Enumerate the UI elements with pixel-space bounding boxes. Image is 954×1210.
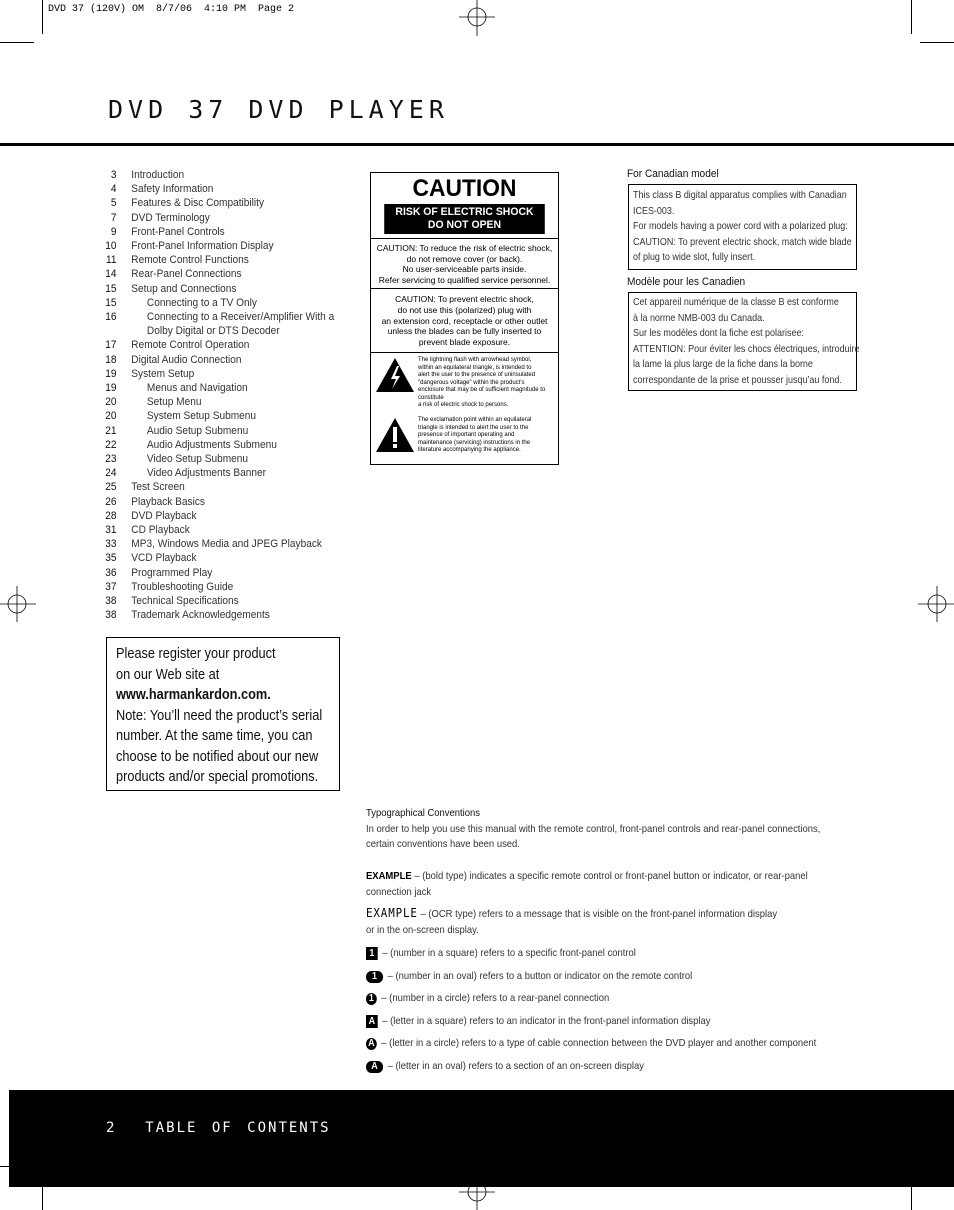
conventions-intro: In order to help you use this manual with the remote control, front-panel controls and rear-panel connections, xyxy=(366,822,821,835)
toc-entry[interactable] xyxy=(100,296,330,310)
toc-entry[interactable] xyxy=(100,282,330,296)
caution-line: unless the blades can be fully inserted to xyxy=(387,326,542,337)
caution-line: CAUTION: To reduce the risk of electric shock, xyxy=(376,243,553,253)
caution-title: CAUTION xyxy=(412,175,517,202)
convention-item xyxy=(366,1056,834,1079)
page-number: 2 xyxy=(106,1120,117,1136)
toc-entry-title: Programmed Play xyxy=(131,566,213,579)
toc-page-number: 16 xyxy=(105,311,117,324)
caution-line: an extension cord, receptacle or other outlet xyxy=(381,315,548,326)
convention-description: – (letter in a circle) refers to a type of cable connection between the DVD player and another component xyxy=(381,1037,817,1050)
caution-plug-notice xyxy=(371,289,558,353)
toc-page-number: 19 xyxy=(105,382,117,395)
toc-entry-title: Rear-Panel Connections xyxy=(131,268,242,281)
toc-entry[interactable] xyxy=(100,239,330,253)
toc-page-number: 14 xyxy=(105,268,117,281)
canadian-notice-line: ICES-003. xyxy=(633,205,675,217)
conventions-intro: certain conventions have been used. xyxy=(366,838,520,851)
canadian-notice-line: CAUTION: To prevent electric shock, match wide blade xyxy=(633,236,852,248)
conventions-heading: Typographical Conventions xyxy=(366,807,481,819)
caution-header xyxy=(371,173,558,239)
toc-page-number: 24 xyxy=(105,467,117,480)
convention-description: – (letter in a square) refers to an indicator in the front-panel information display xyxy=(382,1014,711,1027)
toc-page-number: 22 xyxy=(105,438,117,451)
toc-entry[interactable] xyxy=(100,211,330,225)
convention-item xyxy=(366,1033,834,1056)
toc-entry[interactable] xyxy=(100,438,330,452)
toc-entry-title: Video Adjustments Banner xyxy=(146,467,267,480)
toc-entry-title: MP3, Windows Media and JPEG Playback xyxy=(131,538,322,551)
convention-item xyxy=(366,943,834,966)
crop-mark xyxy=(42,1186,43,1210)
circle-symbol-icon: A xyxy=(366,1038,377,1050)
convention-item xyxy=(366,965,834,988)
lightning-symbol-notice xyxy=(371,353,558,415)
ocr-convention-cont: or in the on-screen display. xyxy=(366,923,479,936)
toc-entry[interactable] xyxy=(100,253,330,267)
toc-page-number: 25 xyxy=(105,481,117,494)
register-line: choose to be notified about our new xyxy=(116,748,319,765)
toc-entry-title: Trademark Acknowledgements xyxy=(131,609,270,622)
toc-page-number: 15 xyxy=(105,296,117,309)
toc-page-number: 5 xyxy=(110,197,117,210)
caution-line: No user-serviceable parts inside. xyxy=(402,264,527,274)
convention-item xyxy=(366,1010,834,1033)
toc-page-number: 35 xyxy=(105,552,117,565)
caution-symbol-line: enclosure that may be of sufficient magnitude to constitute xyxy=(418,387,546,401)
toc-page-number: 10 xyxy=(105,240,117,253)
toc-entry[interactable] xyxy=(100,424,330,438)
french-notice xyxy=(628,292,860,391)
caution-line: do not remove cover (or back). xyxy=(406,253,523,264)
crop-mark xyxy=(0,42,34,43)
toc-entry[interactable] xyxy=(100,267,330,281)
footer-bar xyxy=(9,1090,954,1187)
registration-mark-icon xyxy=(459,0,495,36)
toc-page-number: 19 xyxy=(105,367,117,380)
french-heading: Modèle pour les Canadien xyxy=(627,276,746,288)
toc-page-number: 15 xyxy=(105,282,117,295)
lightning-triangle-icon xyxy=(375,357,415,393)
toc-entry-title: Audio Adjustments Submenu xyxy=(146,438,277,451)
toc-page-number: 7 xyxy=(110,211,117,224)
toc-entry[interactable] xyxy=(100,594,330,608)
toc-entry-title: Features & Disc Compatibility xyxy=(131,197,265,210)
caution-symbol-line: maintenance (servicing) instructions in the xyxy=(418,439,531,446)
toc-page-number: 4 xyxy=(110,183,117,196)
symbol-conventions-list xyxy=(366,943,886,1079)
toc-entry[interactable] xyxy=(100,182,330,196)
lightning-text xyxy=(415,357,554,415)
caution-line: CAUTION: To prevent electric shock, xyxy=(395,294,534,304)
toc-entry-title: Digital Audio Connection xyxy=(131,353,242,366)
french-notice-line: Sur les modèles dont la fiche est polarisee: xyxy=(633,328,804,339)
oval-symbol-icon: A xyxy=(366,1061,383,1073)
toc-entry[interactable] xyxy=(100,324,330,338)
crop-mark xyxy=(911,1186,912,1210)
caution-symbol-line: within an equilateral triangle, is intended to xyxy=(418,364,532,371)
registration-mark-icon xyxy=(918,586,954,622)
toc-entry[interactable] xyxy=(100,310,335,324)
toc-entry[interactable] xyxy=(100,353,330,367)
toc-entry-title: Troubleshooting Guide xyxy=(131,580,234,593)
crop-mark xyxy=(42,0,43,34)
caution-symbol-line: "dangerous voltage" within the product's xyxy=(418,379,525,386)
toc-entry[interactable] xyxy=(100,580,330,594)
caution-symbol-line: presence of important operating and xyxy=(418,432,515,438)
toc-page-number: 3 xyxy=(110,169,117,181)
print-slug: DVD 37 (120V) OM 8/7/06 4:10 PM Page 2 xyxy=(48,4,295,15)
register-line: products and/or special promotions. xyxy=(116,769,319,785)
bold-convention-cont: connection jack xyxy=(366,885,432,898)
toc-entry-title: Remote Control Operation xyxy=(131,339,250,352)
bold-convention: EXAMPLE – (bold type) indicates a specific remote control or front-panel button or indicator, or rear-panel xyxy=(366,869,808,882)
canadian-notice-line: For models having a power cord with a polarized plug: xyxy=(633,221,848,232)
crop-mark xyxy=(920,42,954,43)
toc-entry-title: Connecting to a Receiver/Amplifier With a xyxy=(146,311,335,324)
caution-bar-line: DO NOT OPEN xyxy=(427,219,502,231)
toc-entry-title: CD Playback xyxy=(131,524,190,537)
toc-entry-title: DVD Terminology xyxy=(131,211,210,224)
register-line: Please register your product xyxy=(116,646,276,662)
toc-entry[interactable] xyxy=(100,196,330,210)
register-line: Note: You’ll need the product’s serial xyxy=(116,707,323,724)
toc-entry-title: Dolby Digital or DTS Decoder xyxy=(146,325,280,338)
caution-symbol-line: alert the user to the presence of uninsulated xyxy=(418,372,536,378)
french-notice-line: à la norme NMB-003 du Canada. xyxy=(633,312,765,324)
caution-symbol-line: triangle is intended to alert the user to the xyxy=(418,424,529,431)
toc-page-number: 37 xyxy=(105,580,117,593)
circle-symbol-icon: 1 xyxy=(366,993,377,1005)
toc-entry-title: Remote Control Functions xyxy=(131,254,249,267)
toc-entry[interactable] xyxy=(100,523,330,537)
toc-entry[interactable] xyxy=(100,395,330,409)
toc-entry-title: VCD Playback xyxy=(131,552,197,565)
toc-entry-title: Front-Panel Information Display xyxy=(131,240,274,253)
title-rule xyxy=(0,143,954,146)
toc-entry[interactable] xyxy=(100,608,330,622)
french-notice-line: ATTENTION: Pour éviter les chocs électriques, introduire xyxy=(633,343,860,355)
caution-line: prevent blade exposure. xyxy=(418,337,511,348)
toc-entry-title: System Setup xyxy=(131,367,195,380)
toc-entry[interactable] xyxy=(100,566,330,580)
page-title: DVD 37 DVD PLAYER xyxy=(108,95,449,124)
toc-page-number: 36 xyxy=(105,566,117,579)
toc-page-number: 23 xyxy=(105,453,117,466)
toc-entry-title: System Setup Submenu xyxy=(146,410,257,423)
canadian-notice xyxy=(628,184,857,270)
toc-page-number: 33 xyxy=(105,538,117,551)
french-notice-line: la lame la plus large de la fiche dans la borne xyxy=(633,359,813,370)
french-notice-line: Cet appareil numérique de la classe B est conforme xyxy=(633,297,839,308)
toc-entry-title: Safety Information xyxy=(131,183,214,196)
toc-page-number: 31 xyxy=(105,524,117,537)
footer-label xyxy=(106,1120,331,1136)
canadian-heading: For Canadian model xyxy=(627,168,719,180)
toc-page-number: 38 xyxy=(105,609,117,622)
caution-warning-bar xyxy=(384,204,545,234)
toc-page-number: 21 xyxy=(105,424,117,437)
caution-label xyxy=(370,172,559,465)
toc-page-number: 20 xyxy=(105,410,117,423)
caution-symbol-line: literature accompanying the appliance. xyxy=(418,447,521,453)
toc-entry[interactable] xyxy=(100,480,330,494)
toc-entry-title: Playback Basics xyxy=(131,495,205,508)
crop-mark xyxy=(911,0,912,34)
oval-symbol-icon: 1 xyxy=(366,971,383,983)
toc-entry[interactable] xyxy=(100,381,330,395)
caution-cover-notice xyxy=(371,239,558,289)
exclamation-triangle-icon xyxy=(375,417,415,453)
toc-page-number: 38 xyxy=(105,595,117,608)
toc-entry-title: DVD Playback xyxy=(131,509,197,522)
toc-entry-title: Menus and Navigation xyxy=(146,382,248,395)
toc-entry[interactable] xyxy=(100,225,330,239)
ocr-convention: EXAMPLE – (OCR type) refers to a message that is visible on the front-panel information display xyxy=(366,906,778,921)
caution-symbol-line: The lightning flash with arrowhead symbol, xyxy=(418,357,532,363)
register-url-link[interactable]: www.harmankardon.com. xyxy=(116,687,271,703)
convention-description: – (letter in an oval) refers to a section of an on-screen display xyxy=(387,1060,644,1073)
register-line: number. At the same time, you can xyxy=(116,728,313,744)
toc-page-number: 20 xyxy=(105,396,117,409)
toc-entry-title: Setup Menu xyxy=(146,396,202,409)
exclamation-symbol-notice xyxy=(371,415,558,455)
register-notice xyxy=(106,637,340,791)
caution-symbol-line: The exclamation point within an equilateral xyxy=(418,417,532,423)
convention-description: – (number in a circle) refers to a rear-panel connection xyxy=(381,992,610,1005)
toc-entry[interactable] xyxy=(100,452,330,466)
toc-entry-title: Audio Setup Submenu xyxy=(146,424,249,437)
toc-entry[interactable] xyxy=(100,495,330,509)
toc-entry[interactable] xyxy=(100,367,330,381)
typographical-conventions xyxy=(366,806,886,1078)
toc-page-number: 17 xyxy=(105,339,117,352)
canadian-notice-line: This class B digital apparatus complies with Canadian xyxy=(633,190,847,201)
toc-entry-title: Setup and Connections xyxy=(131,282,237,295)
toc-page-number xyxy=(100,324,117,338)
table-of-contents xyxy=(100,168,350,623)
toc-entry-title: Front-Panel Controls xyxy=(131,225,225,238)
toc-page-number: 26 xyxy=(105,495,117,508)
toc-entry[interactable] xyxy=(100,338,330,352)
caution-bar-line: RISK OF ELECTRIC SHOCK xyxy=(395,206,534,218)
toc-entry[interactable] xyxy=(100,537,330,551)
toc-page-number: 9 xyxy=(110,225,117,238)
toc-page-number: 28 xyxy=(105,509,117,522)
section-name: TABLE OF CONTENTS xyxy=(145,1120,331,1136)
french-notice-line: correspondante de la prise et pousser jusqu’au fond. xyxy=(633,374,842,386)
toc-entry[interactable] xyxy=(100,409,330,423)
caution-line: Refer servicing to qualified service personnel. xyxy=(378,274,551,285)
caution-line: do not use this (polarized) plug with xyxy=(397,304,532,315)
register-line: on our Web site at xyxy=(116,666,220,683)
toc-entry-title: Introduction xyxy=(131,169,185,181)
toc-entry[interactable] xyxy=(100,466,330,480)
square-symbol-icon: 1 xyxy=(366,947,378,960)
toc-entry-title: Technical Specifications xyxy=(131,595,239,608)
canadian-notice-line: of plug to wide slot, fully insert. xyxy=(633,252,756,263)
bold-example: EXAMPLE xyxy=(366,869,412,882)
convention-item xyxy=(366,988,834,1011)
crop-mark xyxy=(0,1166,9,1167)
registration-mark-icon xyxy=(0,586,36,622)
toc-entry[interactable] xyxy=(100,509,330,523)
toc-entry[interactable] xyxy=(100,168,330,182)
toc-page-number: 11 xyxy=(106,254,117,267)
toc-entry[interactable] xyxy=(100,551,330,565)
toc-entry-title: Connecting to a TV Only xyxy=(146,296,258,309)
ocr-example: EXAMPLE xyxy=(366,906,418,921)
caution-symbol-line: a risk of electric shock to persons. xyxy=(418,402,509,408)
toc-entry-title: Test Screen xyxy=(131,481,185,494)
square-symbol-icon: A xyxy=(366,1015,378,1028)
toc-entry-title: Video Setup Submenu xyxy=(146,453,249,466)
exclamation-text xyxy=(415,417,531,455)
convention-description: – (number in a square) refers to a specific front-panel control xyxy=(382,947,636,960)
convention-description: – (number in an oval) refers to a button or indicator on the remote control xyxy=(387,969,693,982)
toc-page-number: 18 xyxy=(105,353,117,366)
